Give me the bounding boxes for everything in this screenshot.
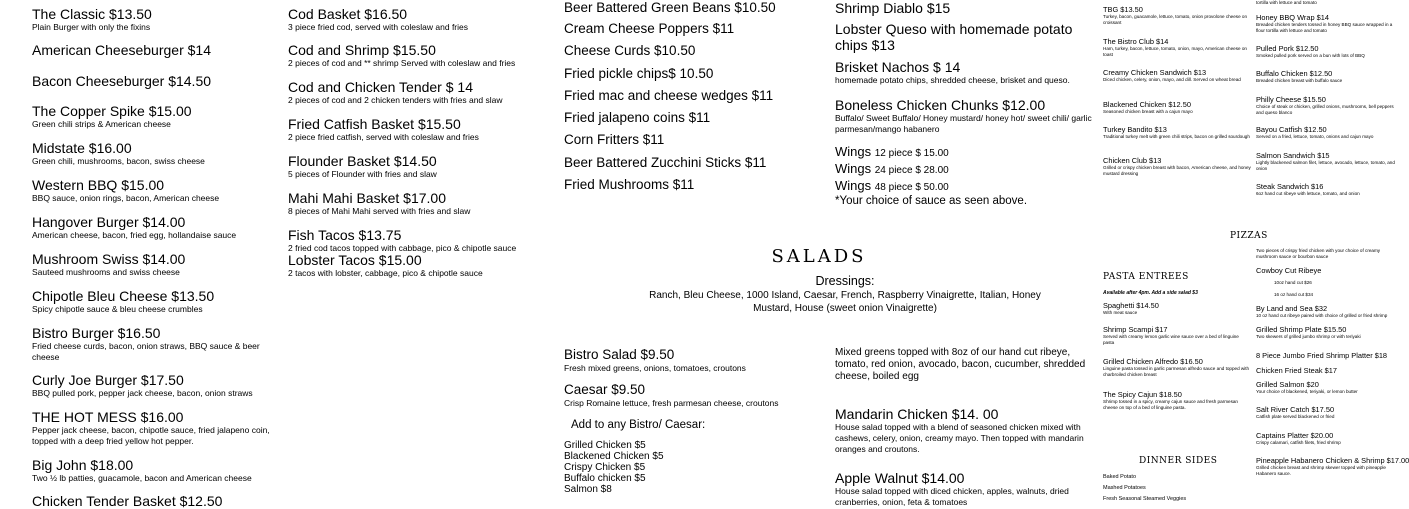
item-name: The Spicy Cajun $18.50 [1103, 390, 1182, 399]
menu-item [1256, 69, 1400, 84]
item-name: Spaghetti $14.50 [1103, 301, 1159, 310]
item-name: Mandarin Chicken $14. 00 [835, 406, 999, 422]
item-name: Cheese Curds $10.50 [564, 43, 696, 58]
item-name: The Copper Spike $15.00 [32, 103, 192, 119]
item-description: 5 pieces of Flounder with fries and slaw [288, 169, 437, 179]
item-name: Mahi Mahi Basket $17.00 [288, 190, 446, 206]
item-name: Flounder Basket $14.50 [288, 153, 437, 169]
addon-item: Salmon $8 [564, 484, 612, 495]
item-description: Served on a fried, lettuce, tomato, onions and cajun mayo [1256, 134, 1374, 139]
item-name: The Bistro Club $14 [1103, 37, 1169, 46]
item-description: Spicy chipotle sauce & bleu cheese crumbles [32, 304, 203, 314]
item-name: Creamy Chicken Sandwich $13 [1103, 68, 1207, 77]
item-description: Two ½ lb patties, guacamole, bacon and American cheese [32, 473, 252, 483]
item-name: Bistro Burger $16.50 [32, 325, 161, 341]
item-description: 6oz hand cut ribeye with lettuce, tomato, and onion [1256, 191, 1360, 196]
item-description: Linguine pasta tossed in garlic parmesan alfredo sauce and topped with charbroiled chicken breast [1103, 366, 1250, 377]
item-name: Fried mac and cheese wedges $11 [564, 88, 774, 103]
item-name: Lobster Tacos $15.00 [288, 252, 422, 268]
item-description: tortilla with lettuce and tomato [1256, 0, 1317, 5]
menu-item [1103, 5, 1251, 26]
seafood-column [288, 0, 543, 500]
salad-item [564, 382, 826, 409]
salad-item [835, 347, 1100, 383]
item-description: Crispy calamari, catfish filets, fried shrimp [1256, 440, 1341, 445]
item-description: Breaded chicken tenders tossed in honey BBQ sauce wrapped in a flour tortilla with lettuce and tomato [1256, 22, 1393, 33]
item-description: Two skewers of grilled jumbo shrimp or with teriyaki [1256, 334, 1361, 339]
item-name: THE HOT MESS $16.00 [32, 409, 184, 425]
item-name: Captains Platter $20.00 [1256, 431, 1334, 440]
item-name: Chicken Club $13 [1103, 156, 1162, 165]
item-name: Grilled Chicken Alfredo $16.50 [1103, 357, 1203, 366]
sandwich-pasta-column [1103, 0, 1251, 500]
item-name: Lobster Queso with homemade potato chips $13 [835, 21, 1073, 53]
menu-item [288, 116, 543, 143]
item-description: 16 oz hand cut $34 [1274, 292, 1314, 297]
item-name: Big John $18.00 [32, 457, 134, 473]
wings-row: Wings 24 piece $ 28.00 [835, 161, 949, 176]
menu-item [1256, 182, 1400, 197]
menu-item [1103, 390, 1251, 411]
item-description: Diced chicken, celery, onion, mayo, and dill. Served on wheat bread [1103, 77, 1241, 82]
item-description: Plain Burger with only the fixins [32, 22, 151, 32]
salad-item [564, 347, 826, 374]
item-name: Bistro Salad $9.50 [564, 347, 675, 362]
item-name: TBG $13.50 [1103, 5, 1143, 14]
item-name: Caesar $9.50 [564, 382, 646, 397]
salad-addon-title: Add to any Bistro/ Caesar: [571, 419, 706, 431]
item-name: Grilled Shrimp Plate $15.50 [1256, 325, 1347, 334]
item-name: Shrimp Scampi $17 [1103, 325, 1168, 334]
item-description: Crisp Romaine lettuce, fresh parmesan cheese, croutons [564, 398, 779, 408]
item-name: Chicken Fried Steak $17 [1256, 366, 1337, 375]
item-name: Fried Catfish Basket $15.50 [288, 116, 461, 132]
item-description: Fried cheese curds, bacon, onion straws, BBQ sauce & beer cheese [32, 341, 260, 362]
item-description: Choice of steak or chicken, grilled onions, mushrooms, bell peppers and queso blanco [1256, 104, 1394, 115]
dressings-list: Ranch, Bleu Cheese, 1000 Island, Caesar, French, Raspberry Vinaigrette, Italian, Honey Mustard, House (sweet onion Vinaigrette) [649, 289, 1041, 314]
wings-row: Wings 12 piece $ 15.00 [835, 144, 949, 159]
menu-item [1274, 280, 1400, 286]
pasta-heading: PASTA ENTREES [1103, 272, 1189, 282]
menu-item [1103, 301, 1251, 316]
menu-item [1103, 125, 1251, 140]
item-name: Honey BBQ Wrap $14 [1256, 13, 1329, 22]
item-description: Grilled chicken breast and shrimp skewer topped with pineapple Habanero sauce. [1256, 465, 1386, 476]
wings-row: Wings 48 piece $ 50.00 [835, 178, 949, 193]
item-name: Beer Battered Green Beans $10.50 [564, 0, 776, 15]
item-description: Seasoned chicken breast with a cajun mayo [1103, 109, 1193, 114]
item-name: Apple Walnut $14.00 [835, 470, 965, 486]
item-name: Brisket Nachos $ 14 [835, 59, 961, 75]
menu-item [1256, 351, 1400, 360]
item-description: homemade potato chips, shredded cheese, brisket and queso. [835, 75, 1070, 85]
menu-item [564, 21, 826, 37]
menu-item [1256, 366, 1400, 375]
pasta-note: Available after 4pm. Add a side salad $3 [1103, 290, 1198, 296]
item-description: Served with creamy lemon garlic wine sauce over a bed of linguine pasta [1103, 334, 1239, 345]
item-name: Western BBQ $15.00 [32, 177, 165, 193]
item-description: 2 piece fried catfish, served with coleslaw and fries [288, 132, 479, 142]
item-name: Grilled Salmon $20 [1256, 380, 1319, 389]
item-name: Cod Basket $16.50 [288, 6, 408, 22]
menu-item [564, 177, 826, 193]
item-name: American Cheeseburger $14 [32, 42, 211, 58]
item-description: Grilled or crispy chicken breast with bacon, American cheese, and honey mustard dressing [1103, 165, 1251, 176]
item-name: Curly Joe Burger $17.50 [32, 372, 184, 388]
item-name: Turkey Bandito $13 [1103, 125, 1167, 134]
item-name: Cream Cheese Poppers $11 [564, 21, 735, 36]
item-description: BBQ sauce, onion rings, bacon, American cheese [32, 193, 220, 203]
item-description: Ham, turkey, bacon, lettuce, tomato, onion, mayo, American cheese on toast [1103, 46, 1247, 57]
menu-item [1256, 248, 1400, 260]
item-name: Chipotle Bleu Cheese $13.50 [32, 288, 215, 304]
item-description: Two pieces of crispy fried chicken with your choice of creamy mushroom sauce or bourbon sauce [1256, 248, 1381, 259]
burger-column [32, 0, 284, 509]
menu-item [564, 66, 826, 82]
item-description: Buffalo/ Sweet Buffalo/ Honey mustard/ honey hot/ sweet chili/ garlic parmesan/mango habanero [835, 113, 1092, 134]
menu-item [32, 140, 284, 167]
item-name: Hangover Burger $14.00 [32, 214, 186, 230]
menu-item [1256, 125, 1400, 140]
item-name: 8 Piece Jumbo Fried Shrimp Platter $18 [1256, 351, 1388, 360]
menu-item [564, 132, 826, 148]
menu-item [1103, 325, 1251, 346]
item-description: BBQ pulled pork, pepper jack cheese, bacon, onion straws [32, 388, 253, 398]
menu-item [564, 155, 826, 171]
item-description: 2 pieces of cod and 2 chicken tenders with fries and slaw [288, 95, 503, 105]
item-description: House salad topped with a blend of seasoned chicken mixed with cashews, celery, onion, creamy mayo. Then topped with mandarin oranges and croutons. [835, 422, 1084, 454]
item-description: Green chili, mushrooms, bacon, swiss cheese [32, 156, 205, 166]
menu-item [1256, 405, 1400, 420]
menu-item [288, 6, 543, 33]
menu-item [1103, 100, 1251, 115]
salad-addon-list [564, 440, 826, 495]
side-item: Mashed Potatoes [1103, 485, 1146, 491]
item-description: Fresh mixed greens, onions, tomatoes, croutons [564, 363, 746, 373]
item-description: Pepper jack cheese, bacon, chipotle sauce, fried jalapeno coin, topped with a deep fried yellow hot pepper. [32, 425, 270, 446]
item-name: Salt River Catch $17.50 [1256, 405, 1335, 414]
item-name: Steak Sandwich $16 [1256, 182, 1324, 191]
salad-item [835, 470, 1100, 508]
item-name: Pulled Pork $12.50 [1256, 44, 1319, 53]
item-description: Catfish plate served blackened or fried [1256, 414, 1335, 419]
item-description: House salad topped with diced chicken, apples, walnuts, dried cranberries, onion, feta & tomatoes [835, 486, 1069, 507]
item-name: The Classic $13.50 [32, 6, 152, 22]
menu-item [1103, 37, 1251, 58]
menu-item [32, 177, 284, 204]
item-description: Shrimp tossed in a spicy, creamy cajun sauce and fresh parmesan cheese on top of a bed of linguine pasta. [1103, 399, 1238, 410]
addon-item: Blackened Chicken $5 [564, 451, 664, 462]
dinner-sides-list [1103, 472, 1251, 505]
item-name: By Land and Sea $32 [1256, 304, 1328, 313]
menu-item [288, 227, 543, 254]
salad-item [835, 406, 1100, 455]
item-name: Fish Tacos $13.75 [288, 227, 402, 243]
menu-item [1103, 357, 1251, 378]
menu-item [32, 457, 284, 484]
salads-heading: SALADS [771, 246, 867, 267]
item-description: 8 pieces of Mahi Mahi served with fries and slaw [288, 206, 471, 216]
side-item: Fresh Seasonal Steamed Veggies [1103, 496, 1187, 502]
item-name: Salmon Sandwich $15 [1256, 151, 1330, 160]
menu-item [288, 190, 543, 217]
menu-item [835, 21, 1100, 53]
menu-item [1256, 95, 1400, 116]
menu-item [1256, 380, 1400, 395]
pizzas-heading: PIZZAS [1230, 231, 1268, 241]
item-description: Turkey, bacon, guacamole, lettuce, tomato, onion provolone cheese on croissant [1103, 14, 1248, 25]
item-description: Your choice of blackened, teriyaki, or lemon butter [1256, 389, 1358, 394]
menu-item [564, 0, 826, 16]
side-item: Baked Potato [1103, 474, 1137, 480]
menu-item [32, 372, 284, 399]
dressings-title: Dressings: [815, 274, 875, 288]
menu-item [1256, 44, 1400, 59]
item-name: Corn Fritters $11 [564, 132, 665, 147]
menu-item [564, 43, 826, 59]
dinner-sides-heading: DINNER SIDES [1139, 456, 1218, 466]
item-description: 10 oz hand cut ribeye paired with choice of grilled or fried shrimp [1256, 313, 1388, 318]
menu-item [835, 97, 1100, 135]
item-description: Lightly blackened salmon filet, lettuce, avocado, lettuce, tomato, and onion [1256, 160, 1395, 171]
item-name: Fried pickle chips$ 10.50 [564, 66, 714, 81]
item-description: With meat sauce [1103, 310, 1138, 315]
addon-item: Buffalo chicken $5 [564, 473, 646, 484]
item-description: 2 tacos with lobster, cabbage, pico & chipotle sauce [288, 268, 483, 278]
menu-item [32, 42, 284, 58]
menu-item [32, 288, 284, 315]
menu-item [288, 153, 543, 180]
item-name: Bacon Cheeseburger $14.50 [32, 73, 212, 89]
item-description: Breaded chicken breast with buffalo sauce [1256, 78, 1343, 83]
menu-item [32, 325, 284, 363]
menu-item [32, 493, 284, 509]
item-description: Mixed greens topped with 8oz of our hand cut ribeye, tomato, red onion, avocado, bacon, cucumber, shredded cheese, boiled egg [835, 347, 1086, 382]
menu-item [288, 79, 543, 106]
menu-item [1256, 325, 1400, 340]
item-name: Boneless Chicken Chunks $12.00 [835, 97, 1046, 113]
item-description: Sauteed mushrooms and swiss cheese [32, 267, 180, 277]
menu-item [1256, 266, 1400, 275]
menu-item [564, 110, 826, 126]
wraps-entrees-column [1256, 0, 1409, 500]
item-description: 2 pieces of cod and ** shrimp Served with coleslaw and fries [288, 58, 516, 68]
item-description: 2 fried cod tacos topped with cabbage, pico & chipotle sauce [288, 243, 517, 253]
menu-item [1103, 156, 1251, 177]
menu-item [564, 88, 826, 104]
menu-item [288, 42, 543, 69]
menu-item [1256, 456, 1409, 477]
menu-item [1256, 151, 1400, 172]
menu-item [32, 103, 284, 130]
menu-item [32, 73, 284, 89]
item-name: Cowboy Cut Ribeye [1256, 266, 1322, 275]
menu-item [1103, 68, 1251, 83]
item-name: Bayou Catfish $12.50 [1256, 125, 1327, 134]
wings-note: *Your choice of sauce as seen above. [835, 195, 1028, 207]
item-name: Chicken Tender Basket $12.50 [32, 493, 223, 509]
menu-item [835, 0, 1100, 16]
item-name: Cod and Chicken Tender $ 14 [288, 79, 473, 95]
item-description: Green chili strips & American cheese [32, 119, 171, 129]
menu-item [1256, 431, 1400, 446]
menu-item [32, 409, 284, 447]
menu-item [32, 214, 284, 241]
addon-item: Crispy Chicken $5 [564, 462, 646, 473]
item-name: Fried Mushrooms $11 [564, 177, 695, 192]
item-description: 3 piece fried cod, served with coleslaw and fries [288, 22, 469, 32]
item-name: Blackened Chicken $12.50 [1103, 100, 1191, 109]
item-name: Pineapple Habanero Chicken & Shrimp $17.00 [1256, 456, 1409, 465]
item-name: Philly Cheese $15.50 [1256, 95, 1326, 104]
item-name: Cod and Shrimp $15.50 [288, 42, 436, 58]
item-name: Fried jalapeno coins $11 [564, 110, 711, 125]
wings-list [835, 144, 1100, 208]
addon-item: Grilled Chicken $5 [564, 440, 646, 451]
menu-item [835, 59, 1100, 86]
item-name: Buffalo Chicken $12.50 [1256, 69, 1333, 78]
item-name: Mushroom Swiss $14.00 [32, 251, 186, 267]
menu-item [1274, 292, 1400, 298]
menu-item [32, 251, 284, 278]
item-description: Smoked pulled pork served on a bun with lots of BBQ [1256, 53, 1365, 58]
item-name: Beer Battered Zucchini Sticks $11 [564, 155, 767, 170]
menu-item [1256, 13, 1400, 34]
item-description: American cheese, bacon, fried egg, hollandaise sauce [32, 230, 237, 240]
menu-item [1256, 304, 1400, 319]
item-name: Midstate $16.00 [32, 140, 132, 156]
dressings-block [640, 275, 1050, 316]
item-description: 10oz hand cut $26 [1274, 280, 1312, 285]
item-name: Shrimp Diablo $15 [835, 0, 951, 16]
menu-item [288, 252, 543, 279]
menu-item [32, 6, 284, 33]
menu-item [1256, 0, 1400, 6]
item-description: Traditional turkey melt with green chili strips, bacon on grilled sourdough [1103, 134, 1250, 139]
